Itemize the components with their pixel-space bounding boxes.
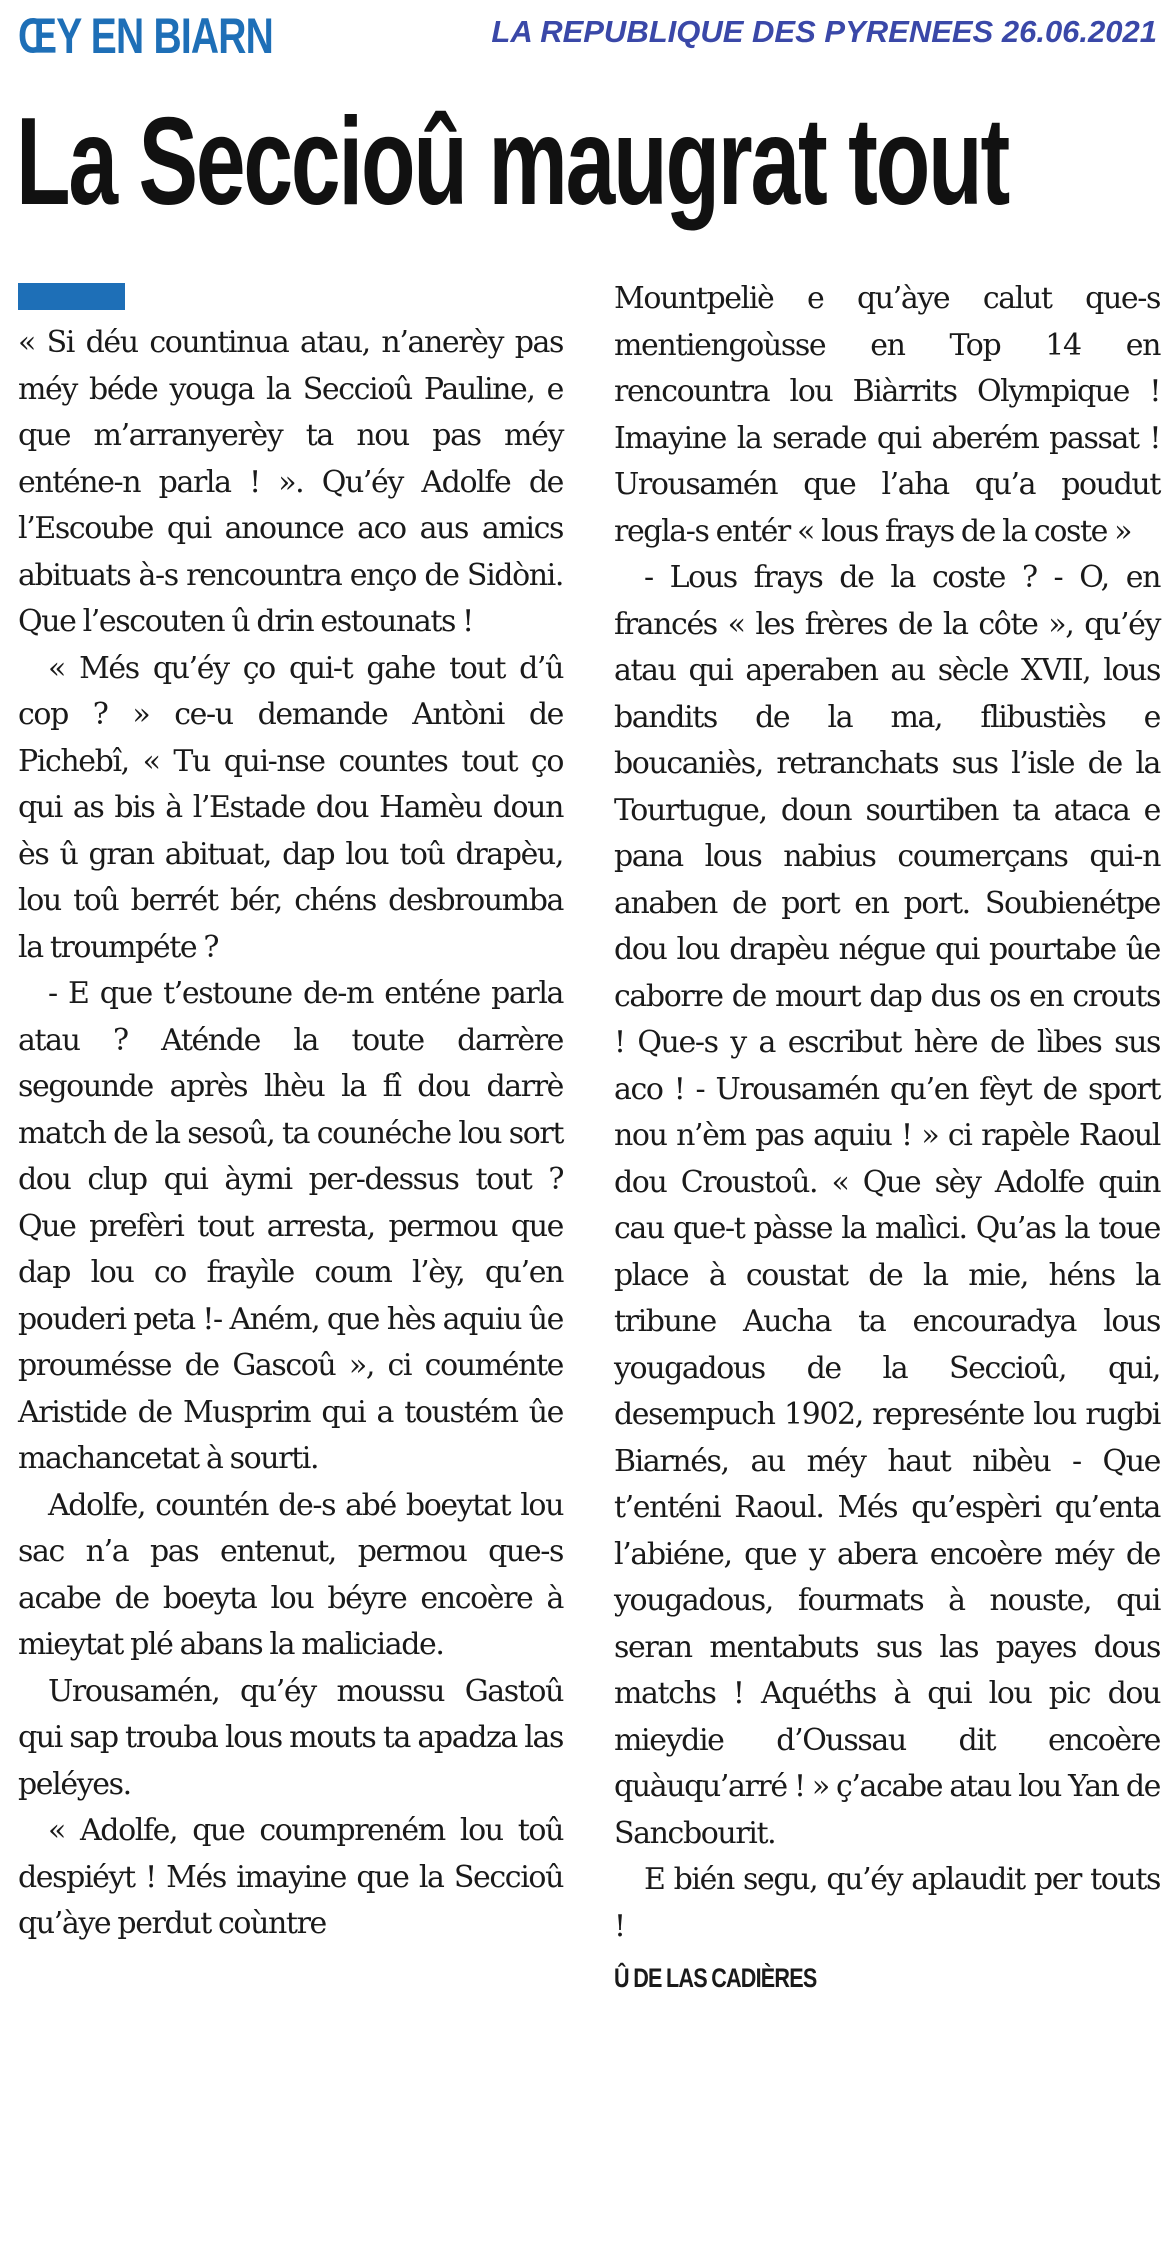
paragraph: E bién segu, qu’éy aplaudit per touts ! — [614, 1862, 1160, 1944]
section-rubric: ŒY EN BIARN — [18, 8, 274, 64]
paragraph: « Si déu countinua atau, n’anerèy pas méy béde youga la Seccioû Pauline, e que m’arranyerèy ta nou pas méy enténe-n parla ! ». Qu’éy Adolfe de l’Escoube qui anounce aco aus amics abituats à-s rencountra enço de Sidòni. Que l’escouten û drin estounats ! — [18, 325, 563, 639]
accent-bar — [18, 283, 125, 310]
paragraph: Adolfe, countén de-s abé boeytat lou sac n’a pas entenut, permou que-s acabe de boeyta lou béyre encoère à mieytat plé abans la maliciade. — [18, 1487, 563, 1662]
paragraph: - E que t’estoune de-m enténe parla atau ? Aténde la toute darrère segounde après lhèu la fî dou darrè match de la sesoû, ta counéche lou sort dou clup qui àymi per-dessus tout ? Que prefèri tout arresta, permou que dap lou co frayìle coum l’èy, qu’en pouderi peta !- Aném, que hès aquiu ûe proumésse de Gascoû », ci couménte Aristide de Musprim qui a toustém ûe machancetat à sourti. — [18, 976, 563, 1476]
paragraph: Urousamén, qu’éy moussu Gastoû qui sap trouba lous mouts ta apadza las peléyes. — [18, 1673, 563, 1802]
article-column-right — [614, 276, 1160, 1998]
paragraph: Mountpeliè e qu’àye calut que-s mentiengoùsse en Top 14 en rencountra lou Biàrrits Olympique ! Imayine la serade qui aberém passat ! Urousamén que l’aha qu’a poudut regla-s entér « lous frays de la coste » — [614, 281, 1160, 549]
source-dateline: LA REPUBLIQUE DES PYRENEES 26.06.2021 — [491, 14, 1157, 49]
author-signature: Û DE LAS CADIÈRES — [614, 1963, 817, 1993]
paragraph: - Lous frays de la coste ? - O, en francés « les frères de la côte », qu’éy atau qui aperaben au sècle XVII, lous bandits de la ma, flibustiès e boucaniès, retranchats sus l’isle de la Tourtugue, doun sourtiben ta ataca e pana lous nabius coumerçans qui-n anaben de port en port. Soubienétpe dou lou drapèu négue qui pourtabe ûe caborre de mourt dap dus os en crouts ! Que-s y a escribut hère de lìbes sus aco ! - Urousamén qu’en fèyt de sport nou n’èm pas aquiu ! » ci rapèle Raoul dou Croustoû. « Que sèy Adolfe quin cau que-t pàsse la malìci. Qu’as la toue place à coustat de la mie, héns la tribune Aucha ta encouradya lous yougadous de la Seccioû, qui, desempuch 1902, represénte lou rugbi Biarnés, au méy haut nibèu - Que t’enténi Raoul. Més qu’espèri qu’enta l’abiéne, que y abera encoère méy de yougadous, fourmats à nouste, qui seran mentabuts sus las payes dous matchs ! Aquéths à qui lou pic dou mieydie d’Oussau dit encoère quàuqu’arré ! » ç’acabe atau lou Yan de Sancbourit. — [614, 560, 1160, 1851]
paragraph: « Més qu’éy ço qui-t gahe tout d’û cop ? » ce-u demande Antòni de Pichebî, « Tu qui-nse countes tout ço qui as bis à l’Estade dou Hamèu doun ès û gran abituat, dap lou toû drapèu, lou toû berrét bér, chéns desbroumba la troumpéte ? — [18, 650, 563, 965]
article-column-left — [18, 320, 563, 1948]
paragraph: « Adolfe, que coumpreném lou toû despiéyt ! Més imayine que la Seccioû qu’àye perdut coùntre — [18, 1813, 563, 1941]
article-headline: La Seccioû maugrat tout — [16, 93, 1009, 231]
